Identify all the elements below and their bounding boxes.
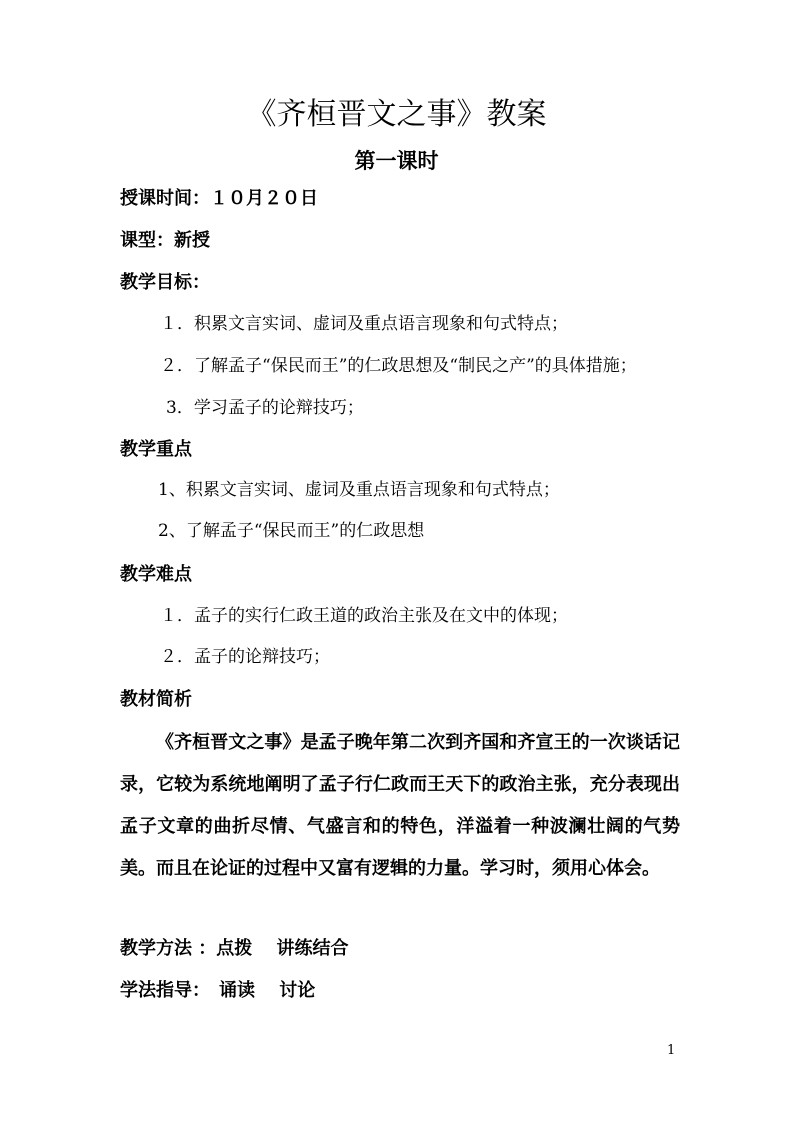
- page-number: 1: [667, 1043, 676, 1058]
- document-subtitle: 第一课时: [354, 148, 439, 173]
- difficulties-heading: 教学难点: [120, 564, 192, 585]
- key-point-item: 2、了解孟子“保民而王”的仁政思想: [158, 521, 425, 541]
- lesson-type: 课型：新授: [120, 230, 210, 251]
- analysis-heading: 教材简析: [120, 689, 192, 710]
- objective-item: ２．了解孟子“保民而王”的仁政思想及“制民之产”的具体措施；: [160, 356, 637, 376]
- analysis-paragraph: 《齐桓晋文之事》是孟子晚年第二次到齐国和齐宣王的一次谈话记录，它较为系统地阐明了孟子行仁政而王天下的政治主张，充分表现出孟子文章的曲折尽情、气盛言和的特色，洋溢着一种波澜壮阔的气势美。而且在论证的过程中又富有逻辑的力量。学习时，须用心体会。: [120, 732, 680, 879]
- document-title: 《齐桓晋文之事》教案: [246, 97, 547, 132]
- difficulty-item: ２．孟子的论辩技巧；: [160, 647, 330, 667]
- date-line: 授课时间：１０月２０日: [120, 188, 318, 209]
- method-line: 教学方法 ：点拨 讲练结合: [120, 938, 349, 959]
- objective-item: 3．学习孟子的论辩技巧；: [166, 398, 364, 418]
- key-point-item: 1、积累文言实词、虚词及重点语言现象和句式特点；: [158, 480, 560, 500]
- objectives-heading: 教学目标：: [120, 272, 210, 293]
- difficulty-item: １．孟子的实行仁政王道的政治主张及在文中的体现；: [160, 606, 568, 626]
- key-points-heading: 教学重点: [120, 439, 192, 460]
- objective-item: １．积累文言实词、虚词及重点语言现象和句式特点；: [160, 314, 568, 334]
- study-guide-line: 学法指导： 诵读 讨论: [120, 980, 316, 1001]
